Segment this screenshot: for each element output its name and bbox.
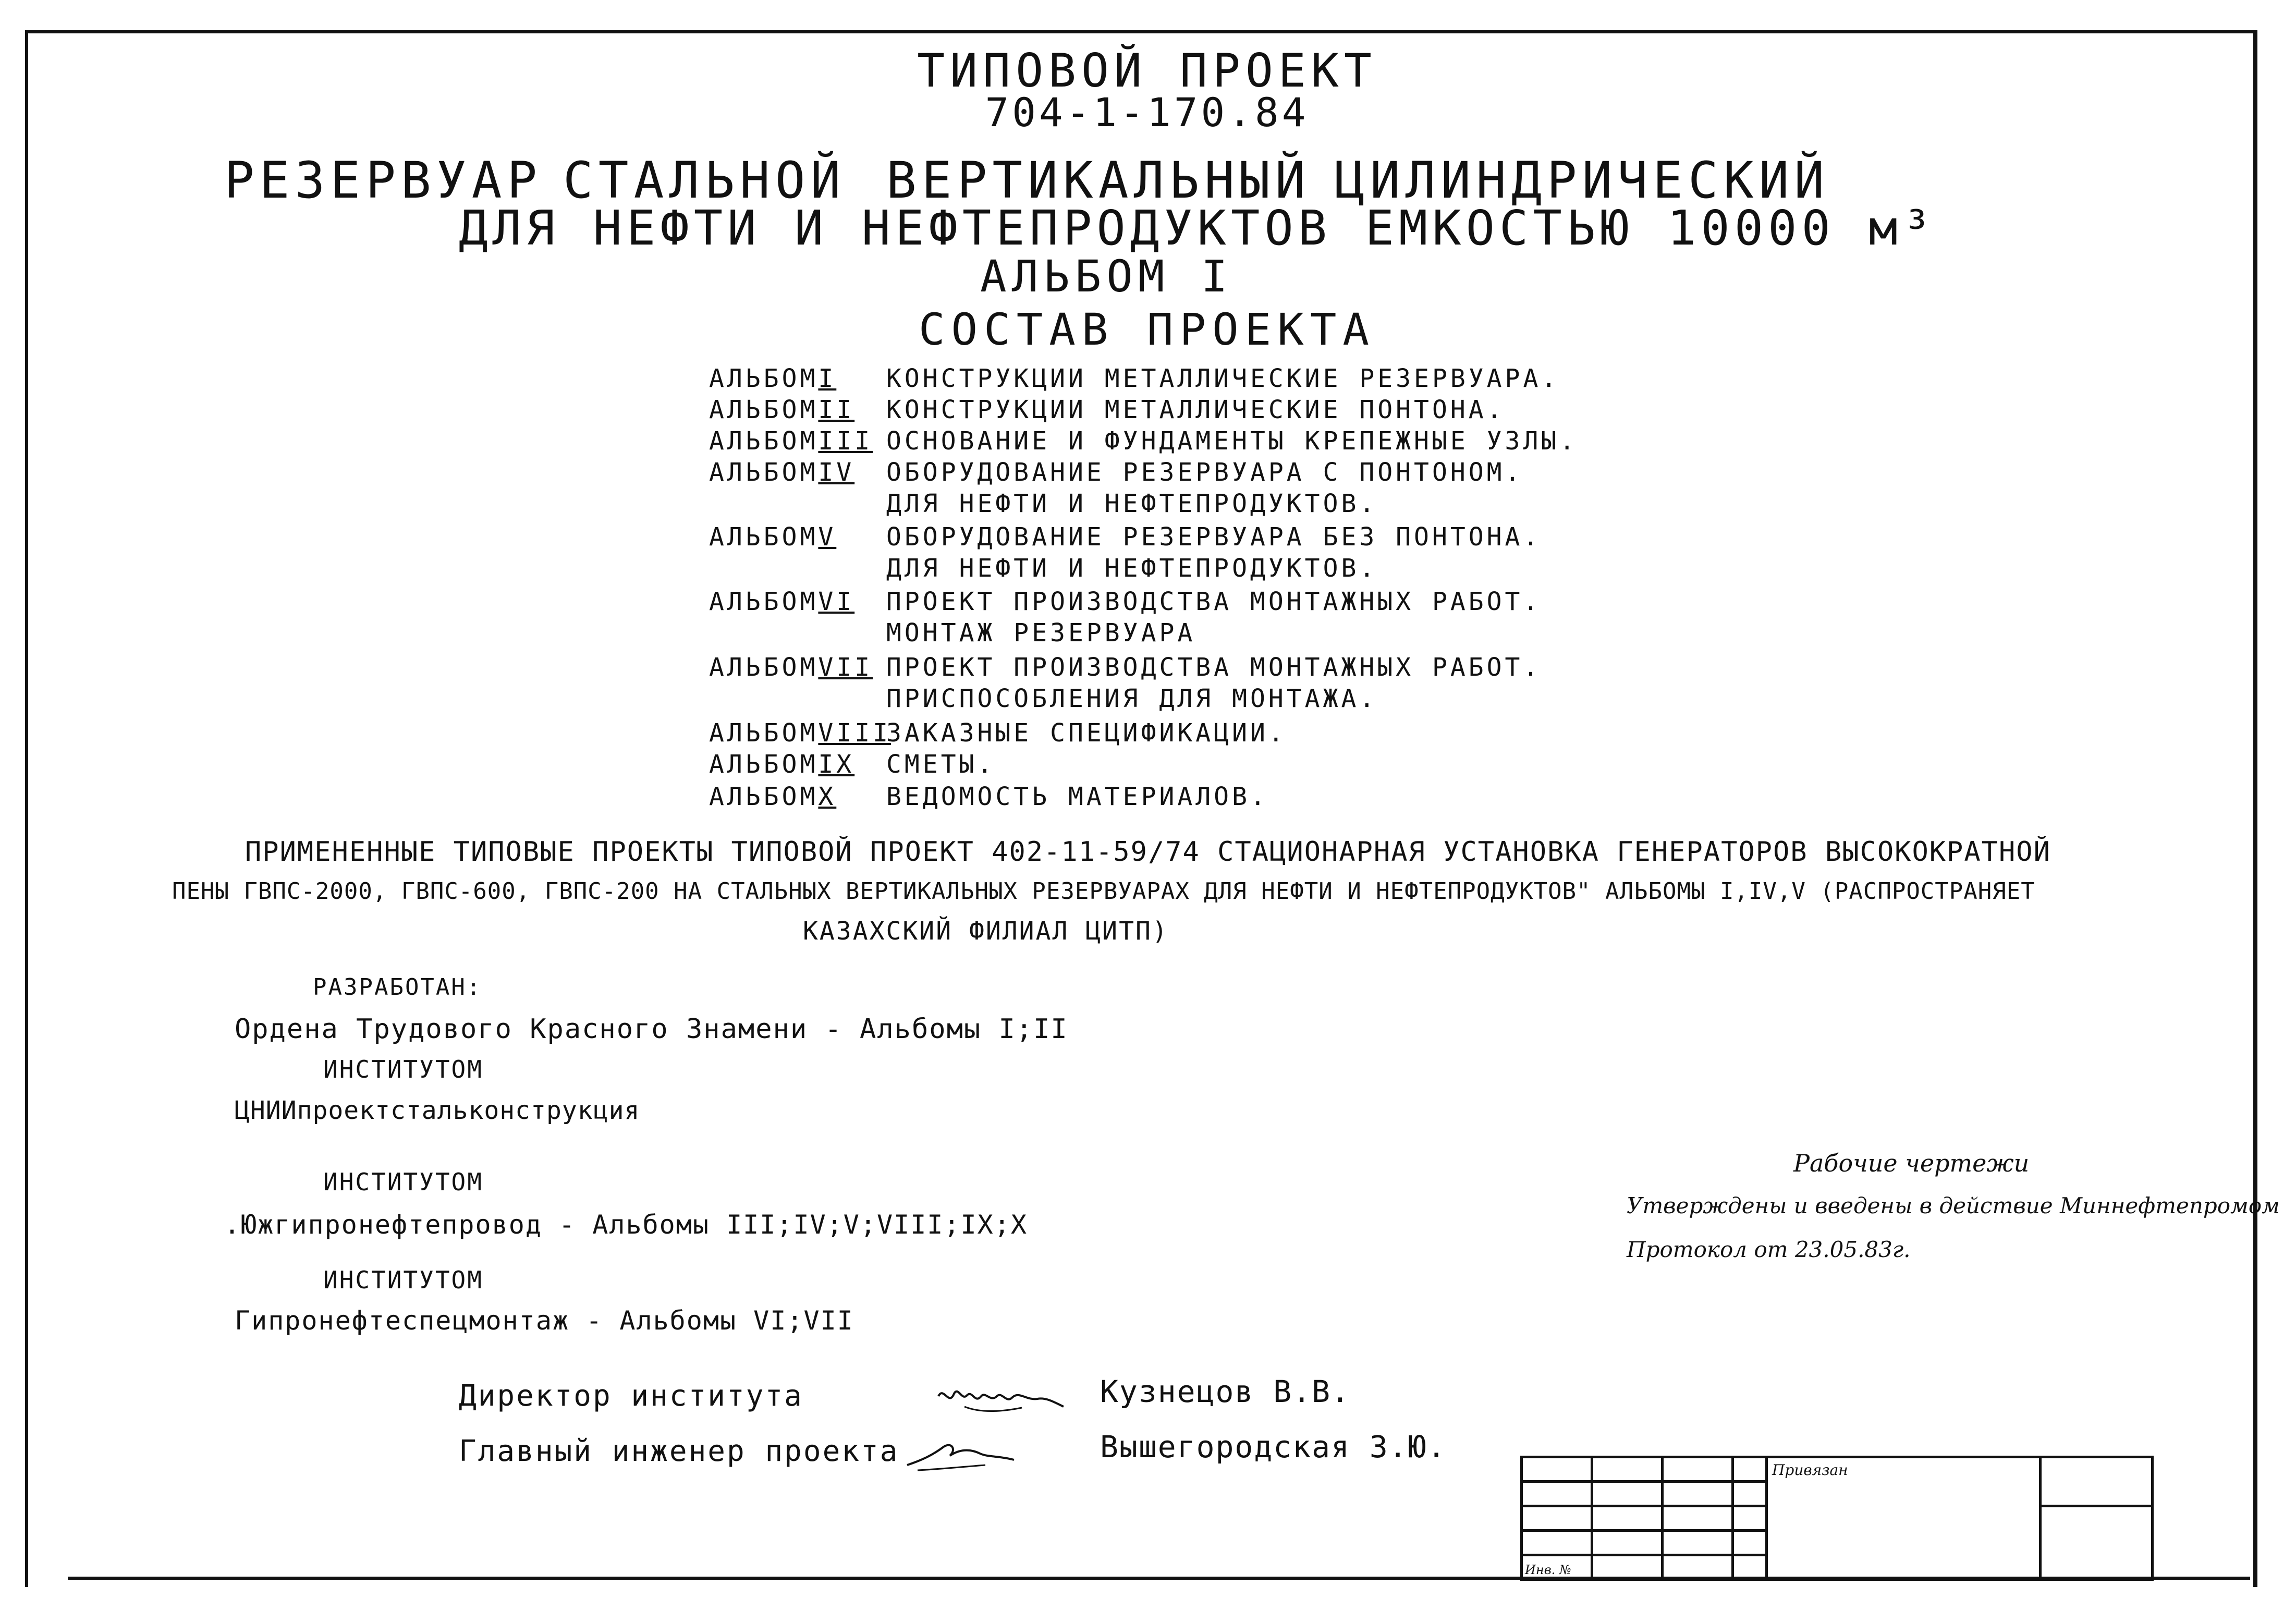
applied-line-3: КАЗАХСКИЙ ФИЛИАЛ ЦИТП) — [803, 917, 1169, 946]
album-row: АЛЬБОМIX СМЕТЫ. — [709, 750, 996, 779]
developer-name-2: .Южгипронефтепровод - Альбомы III;IV;V;VIII;IX;X — [224, 1210, 1028, 1240]
developer-name-3: Гипронефтеспецмонтаж - Альбомы VI;VII — [235, 1306, 854, 1336]
composition-heading: СОСТАВ ПРОЕКТА — [918, 304, 1375, 355]
doc-code: 704-1-170.84 — [985, 89, 1309, 136]
developed-heading: РАЗРАБОТАН: — [313, 974, 482, 1001]
title-block — [1520, 1456, 2154, 1581]
album-row-continuation: ДЛЯ НЕФТИ И НЕФТЕПРОДУКТОВ. — [886, 489, 1378, 518]
album-row: АЛЬБОМVIIIЗАКАЗНЫЕ СПЕЦИФИКАЦИИ. — [709, 718, 1287, 748]
approval-line-2: Утверждены и введены в действие Миннефтепромом — [1627, 1193, 2280, 1218]
approval-line-3: Протокол от 23.05.83г. — [1627, 1237, 1911, 1262]
chief-engineer-role: Главный инженер проекта — [459, 1434, 899, 1468]
institute-label-2: ИНСТИТУТОМ — [323, 1168, 483, 1196]
director-role: Директор института — [459, 1379, 803, 1413]
approval-line-1: Рабочие чертежи — [1793, 1149, 2030, 1177]
applied-line-2: ПЕНЫ ГВПС-2000, ГВПС-600, ГВПС-200 НА СТАЛЬНЫХ ВЕРТИКАЛЬНЫХ РЕЗЕРВУАРАХ ДЛЯ НЕФТИ И НЕФТЕПРОДУКТОВ" АЛЬБОМЫ I,IV,V (РАСПРОСТРАНЯЕТ — [172, 878, 2035, 905]
applied-line-1: ПРИМЕНЕННЫЕ ТИПОВЫЕ ПРОЕКТЫ ТИПОВОЙ ПРОЕКТ 402-11-59/74 СТАЦИОНАРНАЯ УСТАНОВКА ГЕНЕРАТОРОВ ВЫСОКОКРАТНОЙ — [245, 836, 2051, 868]
bound-label: Привязан — [1772, 1461, 1848, 1479]
doc-title: ТИПОВОЙ ПРОЕКТ — [917, 44, 1377, 97]
album-row-continuation: МОНТАЖ РЕЗЕРВУАРА — [886, 618, 1196, 648]
chief-engineer-signature — [902, 1429, 1022, 1475]
album-row-continuation: ДЛЯ НЕФТИ И НЕФТЕПРОДУКТОВ. — [886, 554, 1378, 583]
director-signature — [933, 1375, 1069, 1422]
album-row: АЛЬБОМIII ОСНОВАНИЕ И ФУНДАМЕНТЫ КРЕПЕЖНЫЕ УЗЛЫ. — [709, 426, 1578, 456]
album-row: АЛЬБОМIV ОБОРУДОВАНИЕ РЕЗЕРВУАРА С ПОНТОНОМ. — [709, 458, 1523, 487]
album-row-continuation: ПРИСПОСОБЛЕНИЯ ДЛЯ МОНТАЖА. — [886, 684, 1378, 713]
album-row: АЛЬБОМVII ПРОЕКТ ПРОИЗВОДСТВА МОНТАЖНЫХ РАБОТ. — [709, 653, 1542, 682]
album-row: АЛЬБОМV ОБОРУДОВАНИЕ РЕЗЕРВУАРА БЕЗ ПОНТОНА. — [709, 522, 1542, 552]
title-word-vertical: ВЕРТИКАЛЬНЫЙ — [886, 151, 1311, 210]
title-word-cylindrical: ЦИЛИНДРИЧЕСКИЙ — [1335, 151, 1830, 210]
album-number: АЛЬБОМ I — [980, 251, 1233, 302]
album-row: АЛЬБОМI КОНСТРУКЦИИ МЕТАЛЛИЧЕСКИЕ РЕЗЕРВУАРА. — [709, 364, 1560, 393]
director-name: Кузнецов В.В. — [1100, 1374, 1350, 1409]
developer-org-1: Ордена Трудового Красного Знамени - Альбомы I;II — [235, 1014, 1068, 1045]
institute-label-1: ИНСТИТУТОМ — [323, 1055, 483, 1083]
title-word-steel: СТАЛЬНОЙ — [563, 151, 846, 210]
title-word-reservoir: РЕЗЕРВУАР — [224, 151, 543, 210]
inventory-number-label: Инв. № — [1525, 1563, 1571, 1577]
developer-name-1: ЦНИИпроектстальконструкция — [235, 1096, 640, 1125]
bound-cell — [1767, 1457, 2041, 1580]
album-row: АЛЬБОМX ВЕДОМОСТЬ МАТЕРИАЛОВ. — [709, 782, 1268, 811]
album-row: АЛЬБОМVI ПРОЕКТ ПРОИЗВОДСТВА МОНТАЖНЫХ РАБОТ. — [709, 587, 1542, 616]
institute-label-3: ИНСТИТУТОМ — [323, 1266, 483, 1294]
album-row: АЛЬБОМII КОНСТРУКЦИИ МЕТАЛЛИЧЕСКИЕ ПОНТОНА. — [709, 395, 1505, 424]
chief-engineer-name: Вышегородская З.Ю. — [1100, 1429, 1447, 1465]
title-line-2: ДЛЯ НЕФТИ И НЕФТЕПРОДУКТОВ ЕМКОСТЬЮ 10000 м³ — [459, 200, 1936, 256]
